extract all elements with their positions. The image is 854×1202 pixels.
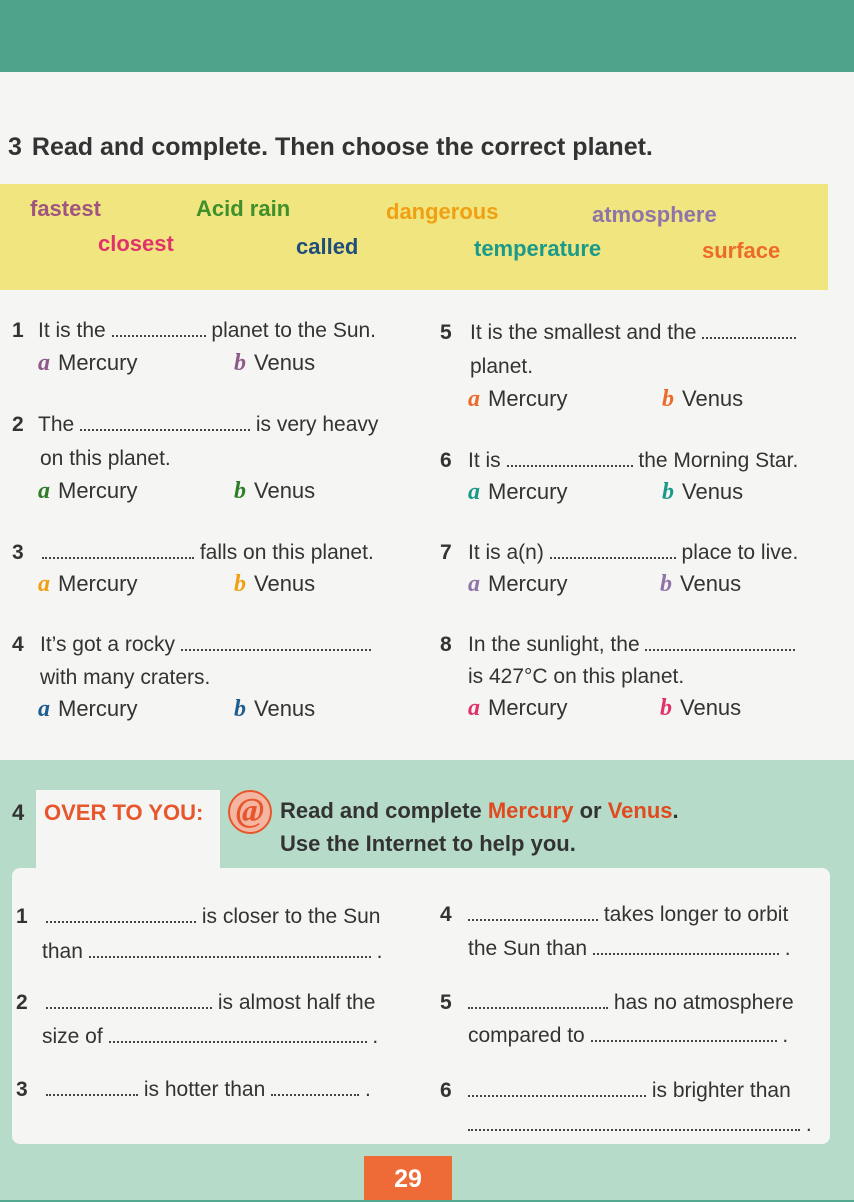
letter-b: b [234, 571, 246, 597]
option-a[interactable] [38, 478, 137, 505]
question-text: It is a(n) [468, 541, 544, 564]
item-text: is closer to the Sun [201, 905, 381, 928]
question-number: 2 [12, 413, 24, 436]
item-number: 5 [440, 991, 452, 1014]
answer-blank[interactable] [593, 937, 779, 955]
word-called: called [296, 234, 359, 259]
answer-blank[interactable] [46, 905, 196, 923]
option-label: Mercury [488, 386, 568, 411]
answer-blank[interactable] [112, 319, 206, 337]
option-b[interactable] [660, 695, 741, 722]
option-a[interactable] [38, 571, 137, 598]
option-label: Venus [680, 695, 742, 720]
instruction-or: or [579, 798, 602, 823]
item-number: 1 [16, 905, 28, 928]
answer-blank[interactable] [181, 633, 371, 651]
item-text: takes longer to orbit [603, 903, 789, 926]
letter-a: a [38, 478, 50, 504]
item-end: . [784, 937, 791, 960]
exercise-number: 3 [8, 133, 22, 161]
over-item-4-line-2 [468, 932, 791, 965]
option-label: Venus [254, 478, 316, 503]
page-top-band [0, 0, 854, 72]
question-text: falls on this planet. [199, 541, 374, 564]
internet-at-icon: @ [228, 790, 272, 834]
answer-blank[interactable] [80, 413, 250, 431]
item-end: . [364, 1078, 371, 1101]
exercise-4-number: 4 [12, 800, 25, 825]
word-acid-rain: Acid rain [196, 196, 291, 221]
option-b[interactable] [234, 478, 315, 505]
highlight-venus: Venus [607, 798, 673, 823]
letter-a: a [38, 350, 50, 376]
over-item-5-line-2 [468, 1019, 788, 1052]
option-a[interactable] [468, 571, 567, 598]
letter-a: a [468, 695, 480, 721]
item-end: . [782, 1024, 789, 1047]
answer-blank[interactable] [550, 541, 676, 559]
answer-blank[interactable] [46, 1078, 138, 1096]
question-number: 6 [440, 449, 452, 472]
item-number: 4 [440, 903, 452, 926]
letter-b: b [662, 479, 674, 505]
letter-b: b [234, 350, 246, 376]
option-a[interactable] [468, 695, 567, 722]
letter-b: b [660, 695, 672, 721]
question-text: The [38, 413, 75, 436]
question-4-line-2 [40, 661, 210, 694]
option-label: Venus [682, 479, 744, 504]
question-number: 1 [12, 319, 24, 342]
answer-blank[interactable] [42, 541, 194, 559]
exercise-instruction: Read and complete. Then choose the correct planet. [31, 133, 653, 161]
word-surface: surface [702, 238, 781, 263]
letter-a: a [38, 571, 50, 597]
option-a[interactable] [468, 386, 567, 413]
letter-a: a [38, 696, 50, 722]
instruction-period: . [672, 798, 679, 823]
letter-b: b [234, 478, 246, 504]
question-number: 8 [440, 633, 452, 656]
word-closest: closest [98, 231, 174, 256]
question-text: In the sunlight, the [468, 633, 640, 656]
option-label: Venus [254, 696, 316, 721]
question-2-line-2 [40, 442, 171, 475]
question-text: It is [468, 449, 501, 472]
option-b[interactable] [662, 479, 743, 506]
question-text: planet. [470, 355, 534, 378]
answer-blank[interactable] [591, 1024, 777, 1042]
option-label: Venus [680, 571, 742, 596]
answer-blank[interactable] [89, 940, 371, 958]
item-text: size of [42, 1025, 103, 1048]
item-number: 3 [16, 1078, 28, 1101]
letter-a: a [468, 479, 480, 505]
option-b[interactable] [234, 571, 315, 598]
question-text: It is the [38, 319, 106, 342]
item-text: than [42, 940, 83, 963]
letter-b: b [660, 571, 672, 597]
word-fastest: fastest [30, 196, 101, 221]
exercise-3-title [8, 133, 653, 162]
answer-blank[interactable] [46, 991, 212, 1009]
item-text: has no atmosphere [613, 991, 794, 1014]
letter-b: b [234, 696, 246, 722]
question-text: on this planet. [40, 447, 171, 470]
question-number: 3 [12, 541, 24, 564]
question-text: It’s got a rocky [40, 633, 176, 656]
word-dangerous: dangerous [386, 199, 499, 224]
question-number: 4 [12, 633, 24, 656]
item-text: is brighter than [651, 1079, 791, 1102]
option-label: Mercury [58, 478, 138, 503]
answer-blank[interactable] [507, 449, 633, 467]
question-text: is very heavy [255, 413, 379, 436]
option-label: Mercury [58, 350, 138, 375]
item-end: . [376, 940, 383, 963]
question-text: place to live. [681, 541, 799, 564]
answer-blank[interactable] [468, 1079, 646, 1097]
over-item-2-line-2 [42, 1020, 378, 1053]
answer-blank[interactable] [468, 903, 598, 921]
answer-blank[interactable] [109, 1025, 367, 1043]
option-b[interactable] [234, 350, 315, 377]
option-label: Mercury [488, 571, 568, 596]
letter-a: a [468, 571, 480, 597]
option-label: Mercury [488, 695, 568, 720]
letter-b: b [662, 386, 674, 412]
answer-blank[interactable] [468, 991, 608, 1009]
option-a[interactable] [38, 696, 137, 723]
option-label: Mercury [58, 571, 138, 596]
answer-blank[interactable] [468, 1113, 800, 1131]
option-a[interactable] [38, 350, 137, 377]
item-number: 2 [16, 991, 28, 1014]
letter-a: a [468, 386, 480, 412]
item-end: . [805, 1113, 812, 1136]
page-number: 29 [364, 1156, 452, 1200]
question-5-line-2 [470, 350, 533, 383]
instruction-text: Read and complete [280, 798, 482, 823]
question-text: the Morning Star. [638, 449, 799, 472]
question-number: 5 [440, 321, 452, 344]
option-label: Mercury [488, 479, 568, 504]
answer-blank[interactable] [271, 1078, 359, 1096]
option-a[interactable] [468, 479, 567, 506]
word-box [0, 184, 828, 290]
word-atmosphere: atmosphere [592, 202, 717, 227]
option-b[interactable] [662, 386, 743, 413]
option-label: Mercury [58, 696, 138, 721]
answer-blank[interactable] [645, 633, 795, 651]
option-b[interactable] [660, 571, 741, 598]
word-temperature: temperature [474, 236, 602, 261]
question-text: with many craters. [40, 666, 211, 689]
over-item-1-line-2 [42, 935, 382, 968]
exercise-4-instruction-line-2: Use the Internet to help you. [280, 831, 576, 856]
item-text: the Sun than [468, 937, 588, 960]
over-to-you-label: OVER TO YOU: [44, 800, 204, 825]
over-item-6-line-2 [468, 1108, 812, 1141]
answer-blank[interactable] [702, 321, 796, 339]
question-8-line-2 [468, 660, 684, 693]
item-text: compared to [468, 1024, 585, 1047]
question-text: is 427°C on this planet. [468, 665, 685, 688]
item-text: is hotter than [143, 1078, 266, 1101]
option-b[interactable] [234, 696, 315, 723]
item-end: . [372, 1025, 379, 1048]
option-label: Venus [254, 571, 316, 596]
question-text: It is the smallest and the [470, 321, 697, 344]
exercise-4-instruction [280, 798, 679, 824]
option-label: Venus [682, 386, 744, 411]
question-number: 7 [440, 541, 452, 564]
question-text: planet to the Sun. [211, 319, 377, 342]
item-number: 6 [440, 1079, 452, 1102]
item-text: is almost half the [217, 991, 376, 1014]
option-label: Venus [254, 350, 316, 375]
highlight-mercury: Mercury [487, 798, 574, 823]
